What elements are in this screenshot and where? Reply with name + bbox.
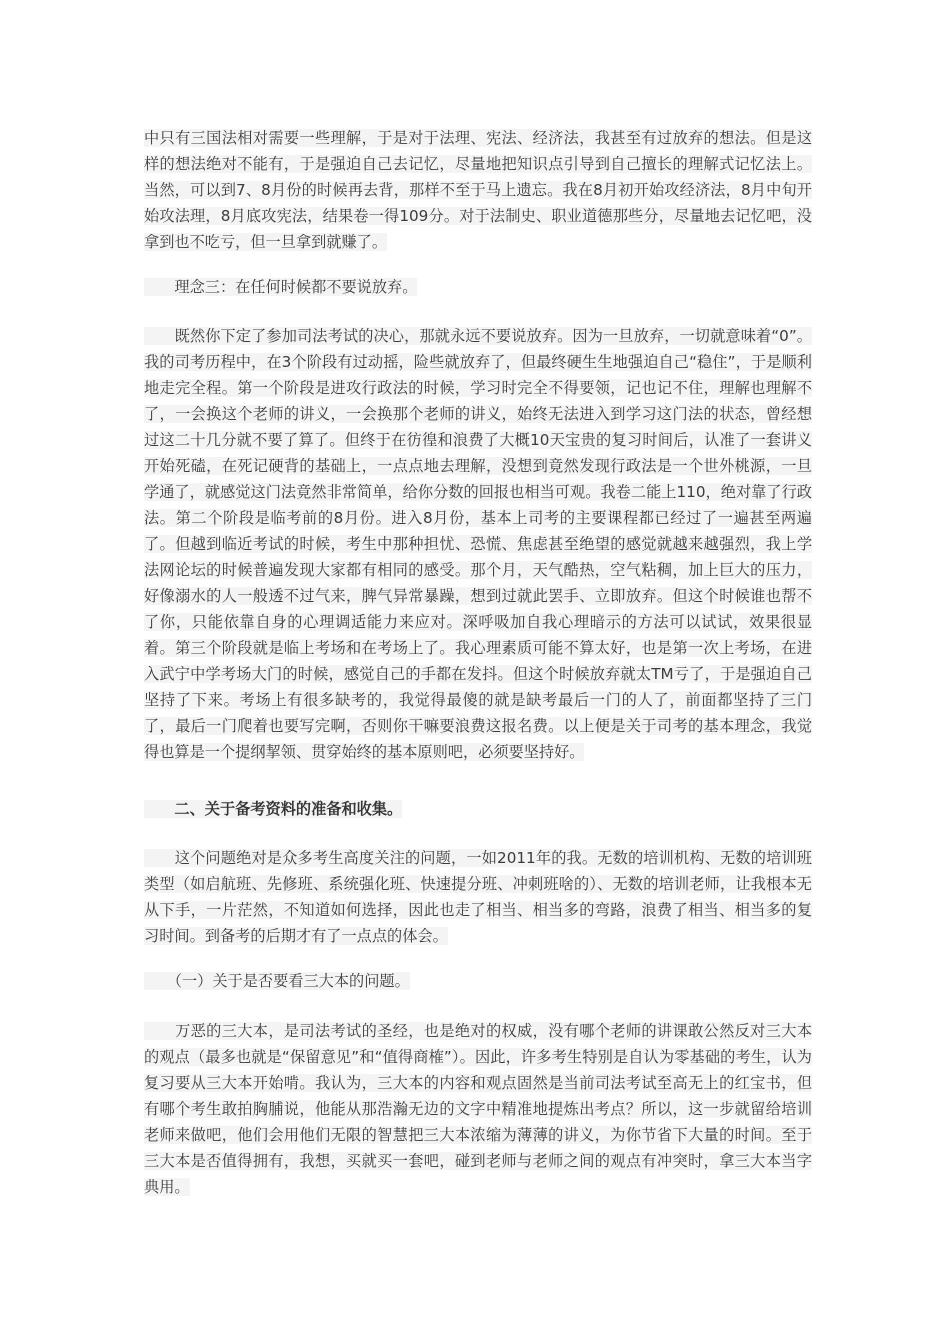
heading-text: 二、关于备考资料的准备和收集。: [144, 800, 403, 818]
paragraph-materials-problem: [144, 845, 812, 949]
paragraph-text: 这个问题绝对是众多考生高度关注的问题，一如2011年的我。无数的培训机构、无数的培训班类型（如启航班、先修班、系统强化班、快速提分班、冲刺班啥的）、无数的培训老师，让我根本无从下手，一片茫然，不知道如何选择，因此也走了相当、相当多的弯路，浪费了相当、相当多的复习时间。到备考的后期才有了一点点的体会。: [144, 849, 812, 945]
paragraph-text: 中只有三国法相对需要一些理解，于是对于法理、宪法、经济法，我甚至有过放弃的想法。但是这样的想法绝对不能有，于是强迫自己去记忆，尽量地把知识点引导到自己擅长的理解式记忆法上。当然，可以到7、8月份的时候再去背，那样不至于马上遗忘。我在8月初开始攻经济法，8月中旬开始攻法理，8月底攻宪法，结果卷一得109分。对于法制史、职业道德那些分，尽量地去记忆吧，没拿到也不吃亏，但一旦拿到就赚了。: [144, 129, 812, 251]
paragraph-text: 万恶的三大本，是司法考试的圣经，也是绝对的权威，没有哪个老师的讲课敢公然反对三大本的观点（最多也就是“保留意见”和“值得商榷”）。因此，许多考生特别是自认为零基础的考生，认为复习要从三大本开始啃。我认为，三大本的内容和观点固然是当前司法考试至高无上的红宝书，但有哪个考生敢拍胸脯说，他能从那浩瀚无边的文字中精准地提炼出考点？所以，这一步就留给培训老师来做吧，他们会用他们无限的智慧把三大本浓缩为薄薄的讲义，为你节省下大量的时间。至于三大本是否值得拥有，我想，买就买一套吧，碰到老师与老师之间的观点有冲突时，拿三大本当字典用。: [144, 1022, 812, 1196]
heading-section-two: [144, 796, 812, 822]
paragraph-never-give-up: [144, 323, 812, 765]
paragraph-three-textbooks: [144, 1018, 812, 1200]
heading-text: 理念三：在任何时候都不要说放弃。: [144, 278, 418, 296]
heading-text: （一）关于是否要看三大本的问题。: [144, 972, 410, 990]
heading-subsection-one: [144, 968, 812, 994]
paragraph-exam-subjects: [144, 125, 812, 255]
paragraph-text: 既然你下定了参加司法考试的决心，那就永远不要说放弃。因为一旦放弃，一切就意味着“0”。我的司考历程中，在3个阶段有过动摇，险些就放弃了，但最终硬生生地强迫自己“稳住”，于是顺利地走完全程。第一个阶段是进攻行政法的时候，学习时完全不得要领，记也记不住，理解也理解不了，一会换这个老师的讲义，一会换那个老师的讲义，始终无法进入到学习这门法的状态，曾经想过这二十几分就不要了算了。但终于在彷徨和浪费了大概10天宝贵的复习时间后，认准了一套讲义开始死磕，在死记硬背的基础上，一点点地去理解，没想到竟然发现行政法是一个世外桃源，一旦学通了，就感觉这门法竟然非常简单，给你分数的回报也相当可观。我卷二能上110，绝对靠了行政法。第二个阶段是临考前的8月份。进入8月份，基本上司考的主要课程都已经过了一遍甚至两遍了。但越到临近考试的时候，考生中那种担忧、恐慌、焦虑甚至绝望的感觉就越来越强烈，我上学法网论坛的时候普遍发现大家都有相同的感受。那个月，天气酷热，空气粘稠，加上巨大的压力，好像溺水的人一般透不过气来，脾气异常暴躁，想到过就此罢手、立即放弃。但这个时候谁也帮不了你，只能依靠自身的心理调适能力来应对。深呼吸加自我心理暗示的方法可以试试，效果很显着。第三个阶段就是临上考场和在考场上了。我心理素质可能不算太好，也是第一次上考场，在进入武宁中学考场大门的时候，感觉自己的手都在发抖。但这个时候放弃就太TM亏了，于是强迫自己坚持了下来。考场上有很多缺考的，我觉得最傻的就是缺考最后一门的人了，前面都坚持了三门了，最后一门爬着也要写完啊，否则你干嘛要浪费这报名费。以上便是关于司考的基本理念，我觉得也算是一个提纲挈领、贯穿始终的基本原则吧，必须要坚持好。: [144, 327, 812, 761]
heading-principle-three: [144, 274, 812, 300]
